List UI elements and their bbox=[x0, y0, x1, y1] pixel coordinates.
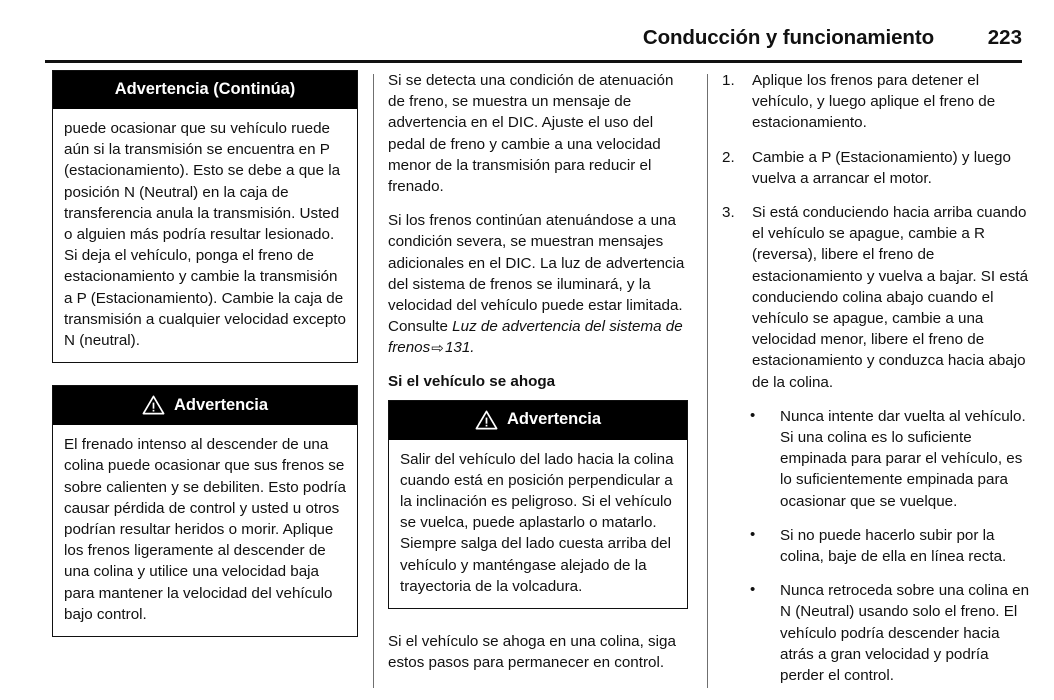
bullet-text: Si no puede hacerlo subir por la colina, baje de ella en línea recta. bbox=[780, 526, 1007, 566]
paragraph-brake-fade-severe bbox=[388, 210, 688, 359]
warning-box-exit-text: Salir del vehículo del lado hacia la colina cuando está en posición perpendicular a la inclinación es peligroso. Si el vehículo se vuelca, puede aplastarlo o matarlo. Siempre salga del lado cuesta arriba del vehículo y manténgase alejado de la trayectoria de la volcadura. bbox=[400, 450, 674, 595]
column-divider-right bbox=[707, 74, 708, 688]
warning-box-continued-text: puede ocasionar que su vehículo ruede aún si la transmisión se encuentra en P (estacionamiento). Esto se debe a que la posición N (Neutral) en la caja de transferencia anula la transmisión. Usted o alguien más podría resultar lesionado. Si deja el vehículo, ponga el freno de estacionamiento y cambie la transmisión a P (Estacionamiento). Cambie la caja de transmisión a cualquier velocidad excepto N (neutral). bbox=[64, 120, 346, 350]
page-number: 223 bbox=[987, 26, 1022, 49]
warning-box-continued-title: Advertencia (Continúa) bbox=[114, 80, 296, 98]
cross-reference-arrow-icon: ⇨ bbox=[431, 340, 444, 358]
column-divider-left bbox=[373, 74, 374, 688]
list-item bbox=[722, 525, 1032, 567]
warning-box-continued bbox=[52, 70, 358, 363]
cross-reference-page: 131. bbox=[444, 339, 475, 357]
warning-box-exit-title: Advertencia bbox=[507, 410, 601, 429]
warning-box-brakes-title: Advertencia bbox=[174, 395, 268, 414]
warning-box-exit-body bbox=[389, 440, 687, 608]
right-column bbox=[722, 70, 1032, 699]
warning-triangle-icon bbox=[142, 395, 165, 415]
warning-box-continued-header bbox=[53, 71, 357, 109]
warning-box-continued-body bbox=[53, 109, 357, 362]
warning-triangle-icon bbox=[475, 410, 498, 430]
step-text: Aplique los frenos para detener el vehículo, y luego aplique el freno de estacionamiento. bbox=[752, 72, 996, 132]
warning-box-exit bbox=[388, 400, 688, 609]
bulleted-notes-list bbox=[722, 406, 1032, 686]
step-marker: 3. bbox=[722, 204, 735, 222]
cross-reference-link[interactable]: Luz de advertencia del sistema de frenos bbox=[388, 318, 683, 357]
bullet-icon: • bbox=[750, 581, 756, 599]
warning-box-brakes-text: El frenado intenso al descender de una colina puede ocasionar que sus frenos se sobre calienten y se debiliten. Esto podría causar pérdida de control y usted u otros podrían resultar heridos o morir. Aplique los frenos ligeramente al descender de una colina y utilice una velocidad baja para mantener la velocidad del vehículo bajo control. bbox=[64, 436, 346, 623]
bullet-icon: • bbox=[750, 525, 756, 543]
step-text: Cambie a P (Estacionamiento) y luego vuelva a arrancar el motor. bbox=[752, 148, 1011, 187]
list-item bbox=[722, 147, 1032, 189]
step-marker: 1. bbox=[722, 72, 735, 89]
list-item bbox=[722, 70, 1032, 134]
page-header bbox=[45, 26, 1022, 56]
content-columns bbox=[0, 70, 1054, 700]
bullet-text: Nunca intente dar vuelta al vehículo. Si una colina es lo suficiente empinada para parar el vehículo, es lo suficientemente empinada para ocasionar que se vuelque. bbox=[780, 407, 1026, 510]
left-column bbox=[52, 70, 358, 659]
warning-box-brakes-header bbox=[53, 386, 357, 425]
page-title: Conducción y funcionamiento bbox=[642, 26, 934, 49]
bullet-icon: • bbox=[750, 406, 756, 424]
paragraph-brake-fade-detected: Si se detecta una condición de atenuación de freno, se muestra un mensaje de advertencia en el DIC. Ajuste el uso del pedal de freno y cambie a una velocidad menor de la transmisión para reducir el frenado. bbox=[388, 72, 674, 196]
warning-box-exit-header bbox=[389, 401, 687, 440]
step-text: Si está conduciendo hacia arriba cuando el vehículo se apague, cambie a R (reversa), libere el freno de estacionamiento y vuelva a bajar. SI está conduciendo colina abajo cuando el vehículo se apague, cambie a una velocidad menor, libere el freno de estacionamiento y conduzca hacia abajo de la colina. bbox=[752, 204, 1029, 391]
numbered-steps-list bbox=[722, 70, 1032, 393]
warning-box-brakes bbox=[52, 385, 358, 637]
header-rule bbox=[45, 60, 1022, 63]
list-item bbox=[722, 202, 1032, 393]
list-item bbox=[722, 580, 1032, 686]
subheading-vehicle-stalls: Si el vehículo se ahoga bbox=[388, 372, 556, 390]
paragraph-brake-fade-severe-lead: Si los frenos continúan atenuándose a una condición severa, se muestran mensajes adicionales en el DIC. La luz de advertencia del sistema de frenos se iluminará, y la velocidad del vehículo puede estar limitada. Consulte bbox=[388, 212, 685, 336]
paragraph-stall-steps-intro: Si el vehículo se ahoga en una colina, siga estos pasos para permanecer en control. bbox=[388, 633, 676, 672]
warning-box-brakes-body bbox=[53, 425, 357, 636]
bullet-text: Nunca retroceda sobre una colina en N (Neutral) usando solo el freno. El vehículo podría descender hacia atrás a gran velocidad y podría perder el control. bbox=[780, 582, 1030, 685]
step-marker: 2. bbox=[722, 148, 735, 166]
middle-column bbox=[388, 70, 688, 686]
list-item bbox=[722, 406, 1032, 512]
